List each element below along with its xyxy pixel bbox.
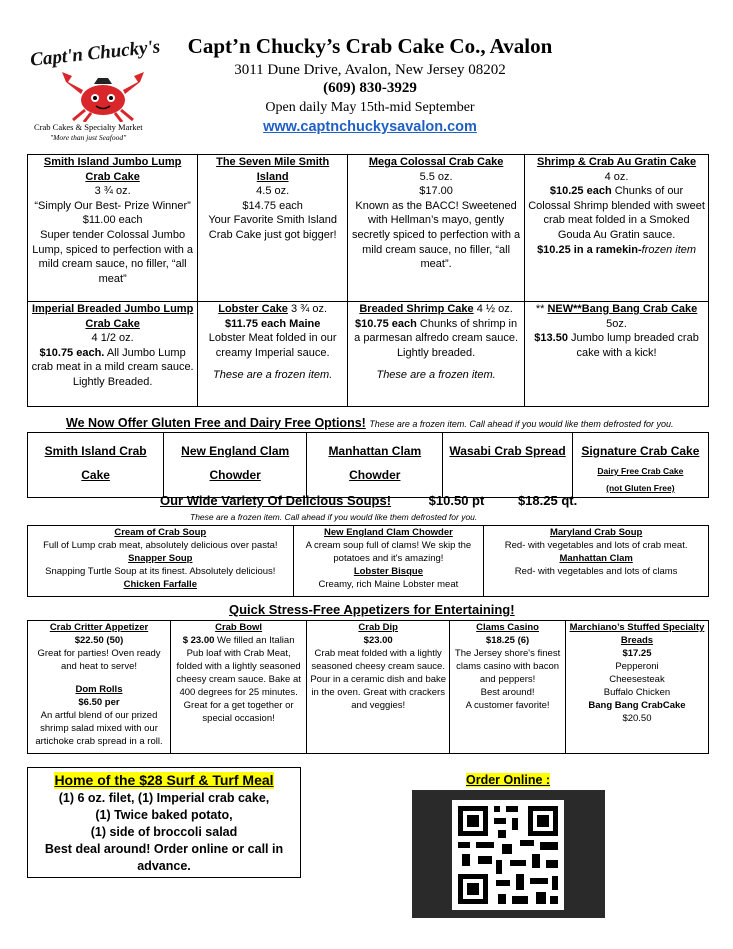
appetizer-price: $23.00 [363,635,393,646]
menu-item [28,155,198,302]
soups-heading [160,493,577,508]
phone: (609) 830-3929 [323,80,417,96]
menu-item [348,302,525,407]
appetizers-table [27,620,709,754]
item-name: Smith Island Jumbo Lump Crab Cake [43,156,182,183]
item-size: 5.5 oz. [419,170,453,183]
item-size: 4 oz. [604,170,629,183]
item-description: Your Favorite Smith Island Crab Cake just got bigger! [208,214,337,241]
appetizer-price: $ 23.00 [182,635,215,646]
item-price: $10.25 each [549,185,612,198]
menu-item [198,155,348,302]
promo-line: Best deal around! Order online or call in advance. [44,842,284,873]
promo-line: (1) 6 oz. filet, (1) Imperial crab cake, [58,791,270,805]
appetizer-name: Crab Critter Appetizer [49,622,149,633]
gluten-free-note: These are a frozen item. Call ahead if you would like them defrosted for you. [369,419,674,429]
gf-item-sub: (not Gluten Free) [606,483,675,493]
menu-item [525,302,709,407]
soup-column [28,526,294,597]
appetizer-name: Dom Rolls [75,684,123,695]
frozen-note: frozen item [641,243,697,256]
menu-item [348,155,525,302]
order-online-label: Order Online : [466,773,551,787]
appetizer-price: $18.25 (6) [485,635,530,646]
appetizer-description: The Jersey shore's finest clams casino with bacon and peppers! [454,648,561,685]
frozen-note: These are a frozen item. [376,369,496,382]
item-description: All Jumbo Lump crab meat in a mild cream sauce. Lightly Breaded. [31,346,194,388]
item-name: Shrimp & Crab Au Gratin Cake [536,156,697,168]
item-price: $14.75 each [242,199,303,212]
logo [28,36,178,154]
gluten-free-table [27,432,709,498]
gf-item [28,433,164,498]
appetizer-item [565,621,708,754]
appetizer-price: $20.50 [622,713,652,724]
appetizer-description: Great for parties! Oven ready and heat to serve! [37,648,161,672]
item-price: $11.00 each [82,214,143,227]
item-ramekin-price: $10.25 in a ramekin- [537,243,642,256]
promo-title: Home of the $28 Surf & Turf Meal [54,772,274,788]
promo-line: (1) Twice baked potato, [95,808,233,822]
item-description: Jumbo lump breaded crab cake with a kick! [571,332,699,359]
appetizer-price: $22.50 (50) [74,635,124,646]
soups-note: These are a frozen item. Call ahead if you would like them defrosted for you. [190,512,478,522]
item-price: $10.75 each [355,317,417,330]
appetizer-name: Clams Casino [476,622,539,633]
soup-description: Full of Lump crab meat, absolutely delicious over pasta! [43,540,278,551]
item-price: $17.00 [419,185,453,198]
surf-turf-promo [27,767,301,878]
item-price: $10.75 each. [39,346,105,359]
soup-name: Maryland Crab Soup [549,527,643,538]
item-prefix: ** [535,303,548,315]
appetizer-name: Crab Dip [358,622,398,633]
frozen-note: These are a frozen item. [213,369,333,382]
appetizers-heading: Quick Stress-Free Appetizers for Entertaining! [229,602,515,617]
gf-item [307,433,443,498]
item-size: 4 1/2 oz. [91,332,134,345]
item-description: Super tender Colossal Jumbo Lump, spiced to perfection with a mild cream sauce, no filler, “all meat” [32,228,194,285]
appetizer-description: A customer favorite! [465,700,550,711]
logo-subtitle: Crab Cakes & Specialty Market [34,122,143,132]
gluten-free-title: We Now Offer Gluten Free and Dairy Free Options! [66,416,366,430]
business-name: Capt’n Chucky’s Crab Cake Co., Avalon [187,34,553,58]
item-description: Lobster Meat folded in our creamy Imperial sauce. [208,332,337,359]
soup-name: New England Clam Chowder [324,527,453,538]
appetizer-item [28,621,171,754]
appetizer-description: Crab meat folded with a lightly seasoned cheesy cream sauce. Pour in a ceramic dish and bake in the oven. Great with crackers and veggies! [310,648,447,711]
logo-slogan: "More than just Seafood" [50,133,127,142]
item-description: Chunks of shrimp in a parmesan alfredo cream sauce. Lightly breaded. [354,317,519,359]
item-tagline: “Simply Our Best- Prize Winner” [34,199,191,212]
appetizer-item [171,621,307,754]
soup-name: Manhattan Clam [559,553,633,564]
appetizer-name: Crab Bowl [215,622,263,633]
appetizer-price: $17.25 [622,648,652,659]
soup-name: Lobster Bisque [353,566,423,577]
item-name: Imperial Breaded Jumbo Lump Crab Cake [31,303,194,330]
soup-price-pint: $10.50 pt [428,493,485,508]
website-link[interactable]: www.captnchuckysavalon.com [263,119,477,135]
item-description: Known as the BACC! Sweetened with Hellman’s mayo, gently secretly spiced to perfection with a mild cream sauce, no filler, “all meat”. [352,199,521,271]
item-name: The Seven Mile Smith Island [216,156,330,183]
soup-name: Snapper Soup [128,553,193,564]
hours: Open daily May 15th-mid September [265,100,475,115]
gluten-free-heading [66,416,673,430]
item-size: 3 ¾ oz. [291,303,328,315]
soup-description: Red- with vegetables and lots of crab meat. [504,540,688,551]
qr-code[interactable] [412,790,605,918]
appetizer-description: Best around! [480,687,535,698]
soup-price-quart: $18.25 qt. [517,493,578,508]
item-size: 4 ½ oz. [476,303,513,315]
soup-description: Red- with vegetables and lots of clams [514,566,678,577]
soup-column [484,526,709,597]
appetizer-item [307,621,450,754]
item-price: $13.50 [534,332,568,345]
bread-variety: Cheesesteak [609,674,665,685]
gf-item-sub: Dairy Free Crab Cake [597,466,684,476]
soup-description: A cream soup full of clams! We skip the potatoes and it's amazing! [305,540,472,564]
item-name: Mega Colossal Crab Cake [368,156,504,168]
item-price: $11.75 each Maine [224,317,321,330]
item-size: 4.5 oz. [256,185,290,198]
appetizer-item [450,621,566,754]
soups-table [27,525,709,597]
appetizer-name: Marchiano’s Stuffed Specialty Breads [569,622,705,646]
menu-item [525,155,709,302]
item-description: Chunks of our Colossal Shrimp blended with sweet crab meat folded in a Smoked Gouda Au Gratin sauce. [528,185,705,241]
promo-line: (1) side of broccoli salad [90,825,238,839]
address: 3011 Dune Drive, Avalon, New Jersey 08202 [234,62,506,78]
item-size: 5oz. [606,317,627,330]
item-name: Lobster Cake [218,303,288,315]
gf-item-name: Wasabi Crab Spread [449,444,566,458]
appetizer-description: We filled an Italian Pub loaf with Crab Meat, folded with a lightly seasoned cheesy cream sauce. Bake at 400 degrees for 25 minutes. Great for a get together or special occasion! [176,635,301,724]
soups-title: Our Wide Variety Of Delicious Soups! [160,493,392,508]
crab-icon [58,64,148,122]
bread-variety: Pepperoni [615,661,659,672]
soup-column [293,526,484,597]
menu-item [198,302,348,407]
gf-item-name: Signature Crab Cake [581,444,700,458]
menu-item [28,302,198,407]
gf-item-name: Smith Island Crab Cake [44,444,147,482]
soup-description: Snapping Turtle Soup at its finest. Absolutely delicious! [45,566,276,577]
item-size: 3 ¾ oz. [94,185,131,198]
crab-cake-menu [27,154,709,407]
item-name: NEW**Bang Bang Crab Cake [547,303,698,315]
soup-name: Cream of Crab Soup [114,527,207,538]
soup-description: Creamy, rich Maine Lobster meat [318,579,459,590]
gf-item [443,433,572,498]
item-name: Breaded Shrimp Cake [359,303,474,315]
bread-variety: Buffalo Chicken [603,687,671,698]
qr-code-icon [412,790,605,918]
gf-item-name: New England Clam Chowder [181,444,290,482]
gf-item-name: Manhattan Clam Chowder [328,444,422,482]
appetizer-description: An artful blend of our prized shrimp salad mixed with our artichoke crab spread in a roll. [35,710,163,747]
bread-variety: Bang Bang CrabCake [588,700,686,711]
gf-item [164,433,307,498]
appetizer-price: $6.50 per [78,697,120,708]
gf-item [572,433,708,498]
soup-name: Chicken Farfalle [123,579,197,590]
logo-title: Capt'n Chucky's [29,36,162,71]
